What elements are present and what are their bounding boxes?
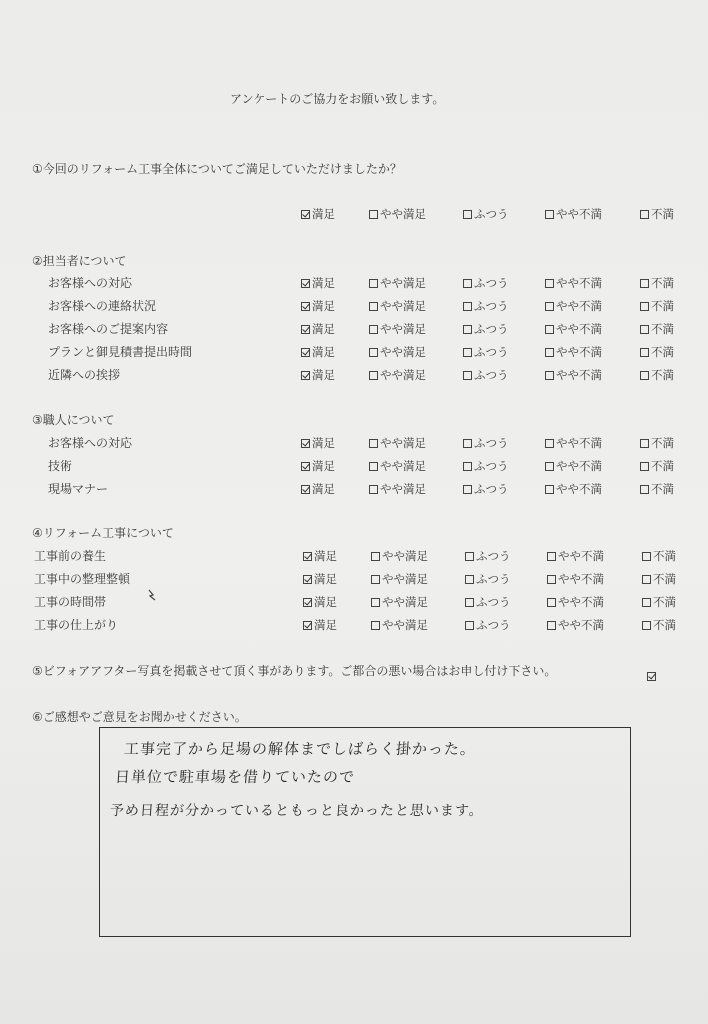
checkbox-icon — [545, 439, 554, 448]
checkbox-icon — [547, 575, 556, 584]
checkbox-icon — [640, 210, 649, 219]
q4-row-1-option-3[interactable] — [547, 571, 604, 587]
q4-row-1-option-0[interactable] — [303, 571, 337, 587]
rating-label: 不満 — [653, 549, 676, 563]
checkbox-icon — [545, 485, 554, 494]
checkbox-icon — [301, 348, 310, 357]
rating-label: 不満 — [651, 299, 674, 313]
rating-label: 不満 — [653, 572, 676, 586]
rating-label: ふつう — [474, 436, 509, 450]
checkbox-icon — [369, 210, 378, 219]
checkbox-icon — [545, 210, 554, 219]
checkbox-icon — [640, 348, 649, 357]
checkbox-icon — [640, 325, 649, 334]
checkbox-icon — [463, 279, 472, 288]
checkbox-icon — [301, 439, 310, 448]
q2-row-4-option-2[interactable] — [463, 367, 509, 383]
rating-label: ふつう — [476, 618, 511, 632]
rating-label: やや不満 — [558, 549, 604, 563]
q3-row-2-option-4[interactable] — [640, 481, 674, 497]
q3-row-0-option-1[interactable] — [369, 435, 426, 451]
q3-row-0-option-3[interactable] — [545, 435, 602, 451]
q1-option-2[interactable] — [463, 206, 509, 222]
rating-label: やや不満 — [556, 322, 602, 336]
rating-label: やや満足 — [382, 549, 428, 563]
rating-label: やや満足 — [382, 595, 428, 609]
rating-label: ふつう — [474, 345, 509, 359]
q4-item-label: 工事の時間帯 — [34, 595, 107, 609]
q4-row-2-option-1[interactable] — [371, 594, 428, 610]
rating-label: やや不満 — [556, 482, 602, 496]
q4-heading: ④リフォーム工事について — [32, 526, 174, 540]
q2-row-0-option-2[interactable] — [463, 275, 509, 291]
checkbox-icon — [463, 371, 472, 380]
checkbox-icon — [640, 485, 649, 494]
checkbox-icon — [463, 348, 472, 357]
q1-heading: ①今回のリフォーム工事全体についてご満足していただけましたか？ — [32, 162, 402, 176]
q3-item-label: お客様への対応 — [48, 436, 133, 450]
checkbox-icon — [545, 348, 554, 357]
q2-row-1-option-2[interactable] — [463, 298, 509, 314]
rating-label: やや満足 — [380, 436, 426, 450]
checkbox-icon — [301, 302, 310, 311]
q2-row-3-option-1[interactable] — [369, 344, 426, 360]
checkbox-icon — [640, 302, 649, 311]
q2-row-2-option-0[interactable] — [301, 321, 335, 337]
rating-label: ふつう — [474, 459, 509, 473]
rating-label: ふつう — [476, 595, 511, 609]
checkbox-icon — [547, 552, 556, 561]
q2-item-label: お客様へのご提案内容 — [48, 322, 169, 336]
checkbox-icon — [369, 348, 378, 357]
checkbox-icon — [547, 621, 556, 630]
checkbox-icon — [545, 462, 554, 471]
rating-label: 満足 — [312, 207, 335, 221]
q2-item-label: お客様への連絡状況 — [48, 299, 157, 313]
q2-row-0-option-3[interactable] — [545, 275, 602, 291]
rating-label: 不満 — [651, 436, 674, 450]
rating-label: やや不満 — [556, 436, 602, 450]
rating-label: やや満足 — [380, 345, 426, 359]
q2-heading: ②担当者について — [32, 254, 127, 268]
q2-row-2-option-4[interactable] — [640, 321, 674, 337]
q2-row-2-option-2[interactable] — [463, 321, 509, 337]
rating-label: 不満 — [651, 345, 674, 359]
q2-row-1-option-1[interactable] — [369, 298, 426, 314]
rating-label: 満足 — [312, 276, 335, 290]
checkbox-icon — [545, 325, 554, 334]
checkbox-icon — [303, 621, 312, 630]
rating-label: やや不満 — [558, 618, 604, 632]
rating-label: ふつう — [474, 207, 509, 221]
q2-row-2-option-1[interactable] — [369, 321, 426, 337]
q1-option-1[interactable] — [369, 206, 426, 222]
rating-label: 満足 — [314, 572, 337, 586]
checkbox-icon — [465, 552, 474, 561]
q3-row-1-option-2[interactable] — [463, 458, 509, 474]
q2-row-3-option-2[interactable] — [463, 344, 509, 360]
q3-heading: ③職人について — [32, 413, 115, 427]
rating-label: やや不満 — [556, 368, 602, 382]
rating-label: 不満 — [653, 618, 676, 632]
checkbox-icon — [371, 552, 380, 561]
q2-item-label: プランと御見積書提出時間 — [48, 345, 193, 359]
checkbox-icon — [371, 598, 380, 607]
rating-label: 不満 — [651, 207, 674, 221]
rating-label: 満足 — [312, 368, 335, 382]
checkbox-icon — [463, 462, 472, 471]
q3-row-1-option-0[interactable] — [301, 458, 335, 474]
rating-label: やや満足 — [382, 572, 428, 586]
checkbox-icon — [303, 598, 312, 607]
rating-label: 満足 — [312, 299, 335, 313]
checkbox-icon — [465, 575, 474, 584]
q4-row-2-option-0[interactable] — [303, 594, 337, 610]
q5-checkbox-mark — [647, 672, 656, 681]
survey-title: アンケートのご協力をお願い致します。 — [230, 92, 445, 106]
checkbox-icon — [545, 279, 554, 288]
q1-option-4[interactable] — [640, 206, 674, 222]
rating-label: ふつう — [474, 299, 509, 313]
q4-row-2-option-4[interactable] — [642, 594, 676, 610]
q3-item-label: 技術 — [48, 459, 73, 473]
checkbox-icon — [369, 439, 378, 448]
rating-label: 満足 — [312, 322, 335, 336]
q4-row-0-option-3[interactable] — [547, 548, 604, 564]
q3-item-label: 現場マナー — [48, 482, 109, 496]
q3-row-2-option-2[interactable] — [463, 481, 509, 497]
rating-label: 満足 — [314, 549, 337, 563]
rating-label: 不満 — [651, 322, 674, 336]
q3-row-2-option-0[interactable] — [301, 481, 335, 497]
q4-row-0-option-4[interactable] — [642, 548, 676, 564]
checkbox-icon — [303, 552, 312, 561]
checkbox-icon — [465, 621, 474, 630]
rating-label: やや不満 — [558, 595, 604, 609]
q3-row-0-option-0[interactable] — [301, 435, 335, 451]
q3-row-0-option-2[interactable] — [463, 435, 509, 451]
q2-row-1-option-4[interactable] — [640, 298, 674, 314]
checkbox-icon — [463, 210, 472, 219]
rating-label: ふつう — [474, 368, 509, 382]
rating-label: ふつう — [474, 482, 509, 496]
checkbox-icon — [642, 552, 651, 561]
checkbox-icon — [369, 325, 378, 334]
q2-row-4-option-1[interactable] — [369, 367, 426, 383]
q6-heading: ⑥ご感想やご意見をお聞かせください。 — [32, 710, 247, 724]
q2-row-4-option-4[interactable] — [640, 367, 674, 383]
checkbox-icon — [463, 439, 472, 448]
checkbox-icon — [369, 462, 378, 471]
rating-label: ふつう — [474, 276, 509, 290]
q5-checkbox[interactable] — [647, 666, 657, 685]
q3-row-2-option-3[interactable] — [545, 481, 602, 497]
q4-row-0-option-2[interactable] — [465, 548, 511, 564]
checkbox-icon — [640, 439, 649, 448]
rating-label: 満足 — [314, 618, 337, 632]
q3-row-1-option-4[interactable] — [640, 458, 674, 474]
rating-label: 不満 — [651, 459, 674, 473]
rating-label: 満足 — [312, 482, 335, 496]
rating-label: ふつう — [474, 322, 509, 336]
q4-row-1-option-4[interactable] — [642, 571, 676, 587]
q5-text: ⑤ビフォアアフター写真を掲載させて頂く事があります。ご都合の悪い場合はお申し付け下さい。 — [32, 664, 557, 678]
q1-option-0[interactable] — [301, 206, 335, 222]
checkbox-icon — [640, 462, 649, 471]
checkbox-icon — [642, 598, 651, 607]
q4-row-0-option-0[interactable] — [303, 548, 337, 564]
q2-row-4-option-0[interactable] — [301, 367, 335, 383]
checkbox-icon — [371, 621, 380, 630]
checkbox-icon — [642, 621, 651, 630]
rating-label: 満足 — [314, 595, 337, 609]
rating-label: ふつう — [476, 572, 511, 586]
q4-row-2-option-2[interactable] — [465, 594, 511, 610]
checkbox-icon — [301, 462, 310, 471]
q3-row-2-option-1[interactable] — [369, 481, 426, 497]
checkbox-icon — [463, 485, 472, 494]
q1-option-3[interactable] — [545, 206, 602, 222]
rating-label: やや満足 — [380, 276, 426, 290]
rating-label: 満足 — [312, 345, 335, 359]
q2-row-0-option-1[interactable] — [369, 275, 426, 291]
checkbox-icon — [545, 371, 554, 380]
q4-row-2-option-3[interactable] — [547, 594, 604, 610]
rating-label: やや不満 — [556, 345, 602, 359]
rating-label: 満足 — [312, 436, 335, 450]
checkbox-icon — [640, 279, 649, 288]
rating-label: やや満足 — [380, 459, 426, 473]
q3-row-1-option-1[interactable] — [369, 458, 426, 474]
checkbox-icon — [369, 302, 378, 311]
q4-item-label: 工事中の整理整頓 — [34, 572, 131, 586]
q4-row-1-option-2[interactable] — [465, 571, 511, 587]
q2-row-0-option-4[interactable] — [640, 275, 674, 291]
q4-row-3-option-2[interactable] — [465, 617, 511, 633]
checkbox-icon — [371, 575, 380, 584]
comment-line-2: 日単位で駐車場を借りていたので — [114, 768, 356, 786]
rating-label: やや不満 — [556, 276, 602, 290]
rating-label: やや満足 — [380, 482, 426, 496]
q4-item-label: 工事前の養生 — [34, 549, 107, 563]
rating-label: やや満足 — [380, 299, 426, 313]
checkbox-icon — [301, 325, 310, 334]
q4-row-1-option-1[interactable] — [371, 571, 428, 587]
checkbox-icon — [463, 325, 472, 334]
stray-pen-mark — [146, 588, 158, 602]
rating-label: やや満足 — [380, 368, 426, 382]
rating-label: 不満 — [651, 482, 674, 496]
rating-label: やや満足 — [382, 618, 428, 632]
q3-row-1-option-3[interactable] — [545, 458, 602, 474]
q2-row-1-option-0[interactable] — [301, 298, 335, 314]
q4-row-3-option-3[interactable] — [547, 617, 604, 633]
rating-label: 不満 — [653, 595, 676, 609]
checkbox-icon — [301, 279, 310, 288]
q2-row-4-option-3[interactable] — [545, 367, 602, 383]
q2-row-0-option-0[interactable] — [301, 275, 335, 291]
rating-label: やや不満 — [558, 572, 604, 586]
checkbox-icon — [545, 302, 554, 311]
checkbox-icon — [301, 485, 310, 494]
q2-row-1-option-3[interactable] — [545, 298, 602, 314]
q4-row-0-option-1[interactable] — [371, 548, 428, 564]
q2-row-3-option-4[interactable] — [640, 344, 674, 360]
checkbox-icon — [369, 279, 378, 288]
rating-label: 不満 — [651, 276, 674, 290]
q2-item-label: 近隣への挨拶 — [48, 368, 121, 382]
checkbox-icon — [640, 371, 649, 380]
checkbox-icon — [301, 371, 310, 380]
rating-label: ふつう — [476, 549, 511, 563]
q2-row-3-option-3[interactable] — [545, 344, 602, 360]
q3-row-0-option-4[interactable] — [640, 435, 674, 451]
checkbox-icon — [547, 598, 556, 607]
rating-label: やや満足 — [380, 207, 426, 221]
q4-item-label: 工事の仕上がり — [34, 618, 119, 632]
checkbox-icon — [642, 575, 651, 584]
rating-label: やや不満 — [556, 299, 602, 313]
q2-row-3-option-0[interactable] — [301, 344, 335, 360]
rating-label: やや満足 — [380, 322, 426, 336]
rating-label: やや不満 — [556, 207, 602, 221]
checkbox-icon — [303, 575, 312, 584]
rating-label: 不満 — [651, 368, 674, 382]
q4-row-3-option-0[interactable] — [303, 617, 337, 633]
checkbox-icon — [465, 598, 474, 607]
rating-label: やや不満 — [556, 459, 602, 473]
q2-item-label: お客様への対応 — [48, 276, 133, 290]
comment-line-3: 予め日程が分かっているともっと良かったと思います。 — [109, 803, 485, 819]
checkbox-icon — [369, 485, 378, 494]
q4-row-3-option-1[interactable] — [371, 617, 428, 633]
checkbox-icon — [301, 210, 310, 219]
checkbox-icon — [369, 371, 378, 380]
comment-line-1: 工事完了から足場の解体までしばらく掛かった。 — [123, 740, 477, 758]
rating-label: 満足 — [312, 459, 335, 473]
q4-row-3-option-4[interactable] — [642, 617, 676, 633]
checkbox-icon — [463, 302, 472, 311]
q2-row-2-option-3[interactable] — [545, 321, 602, 337]
